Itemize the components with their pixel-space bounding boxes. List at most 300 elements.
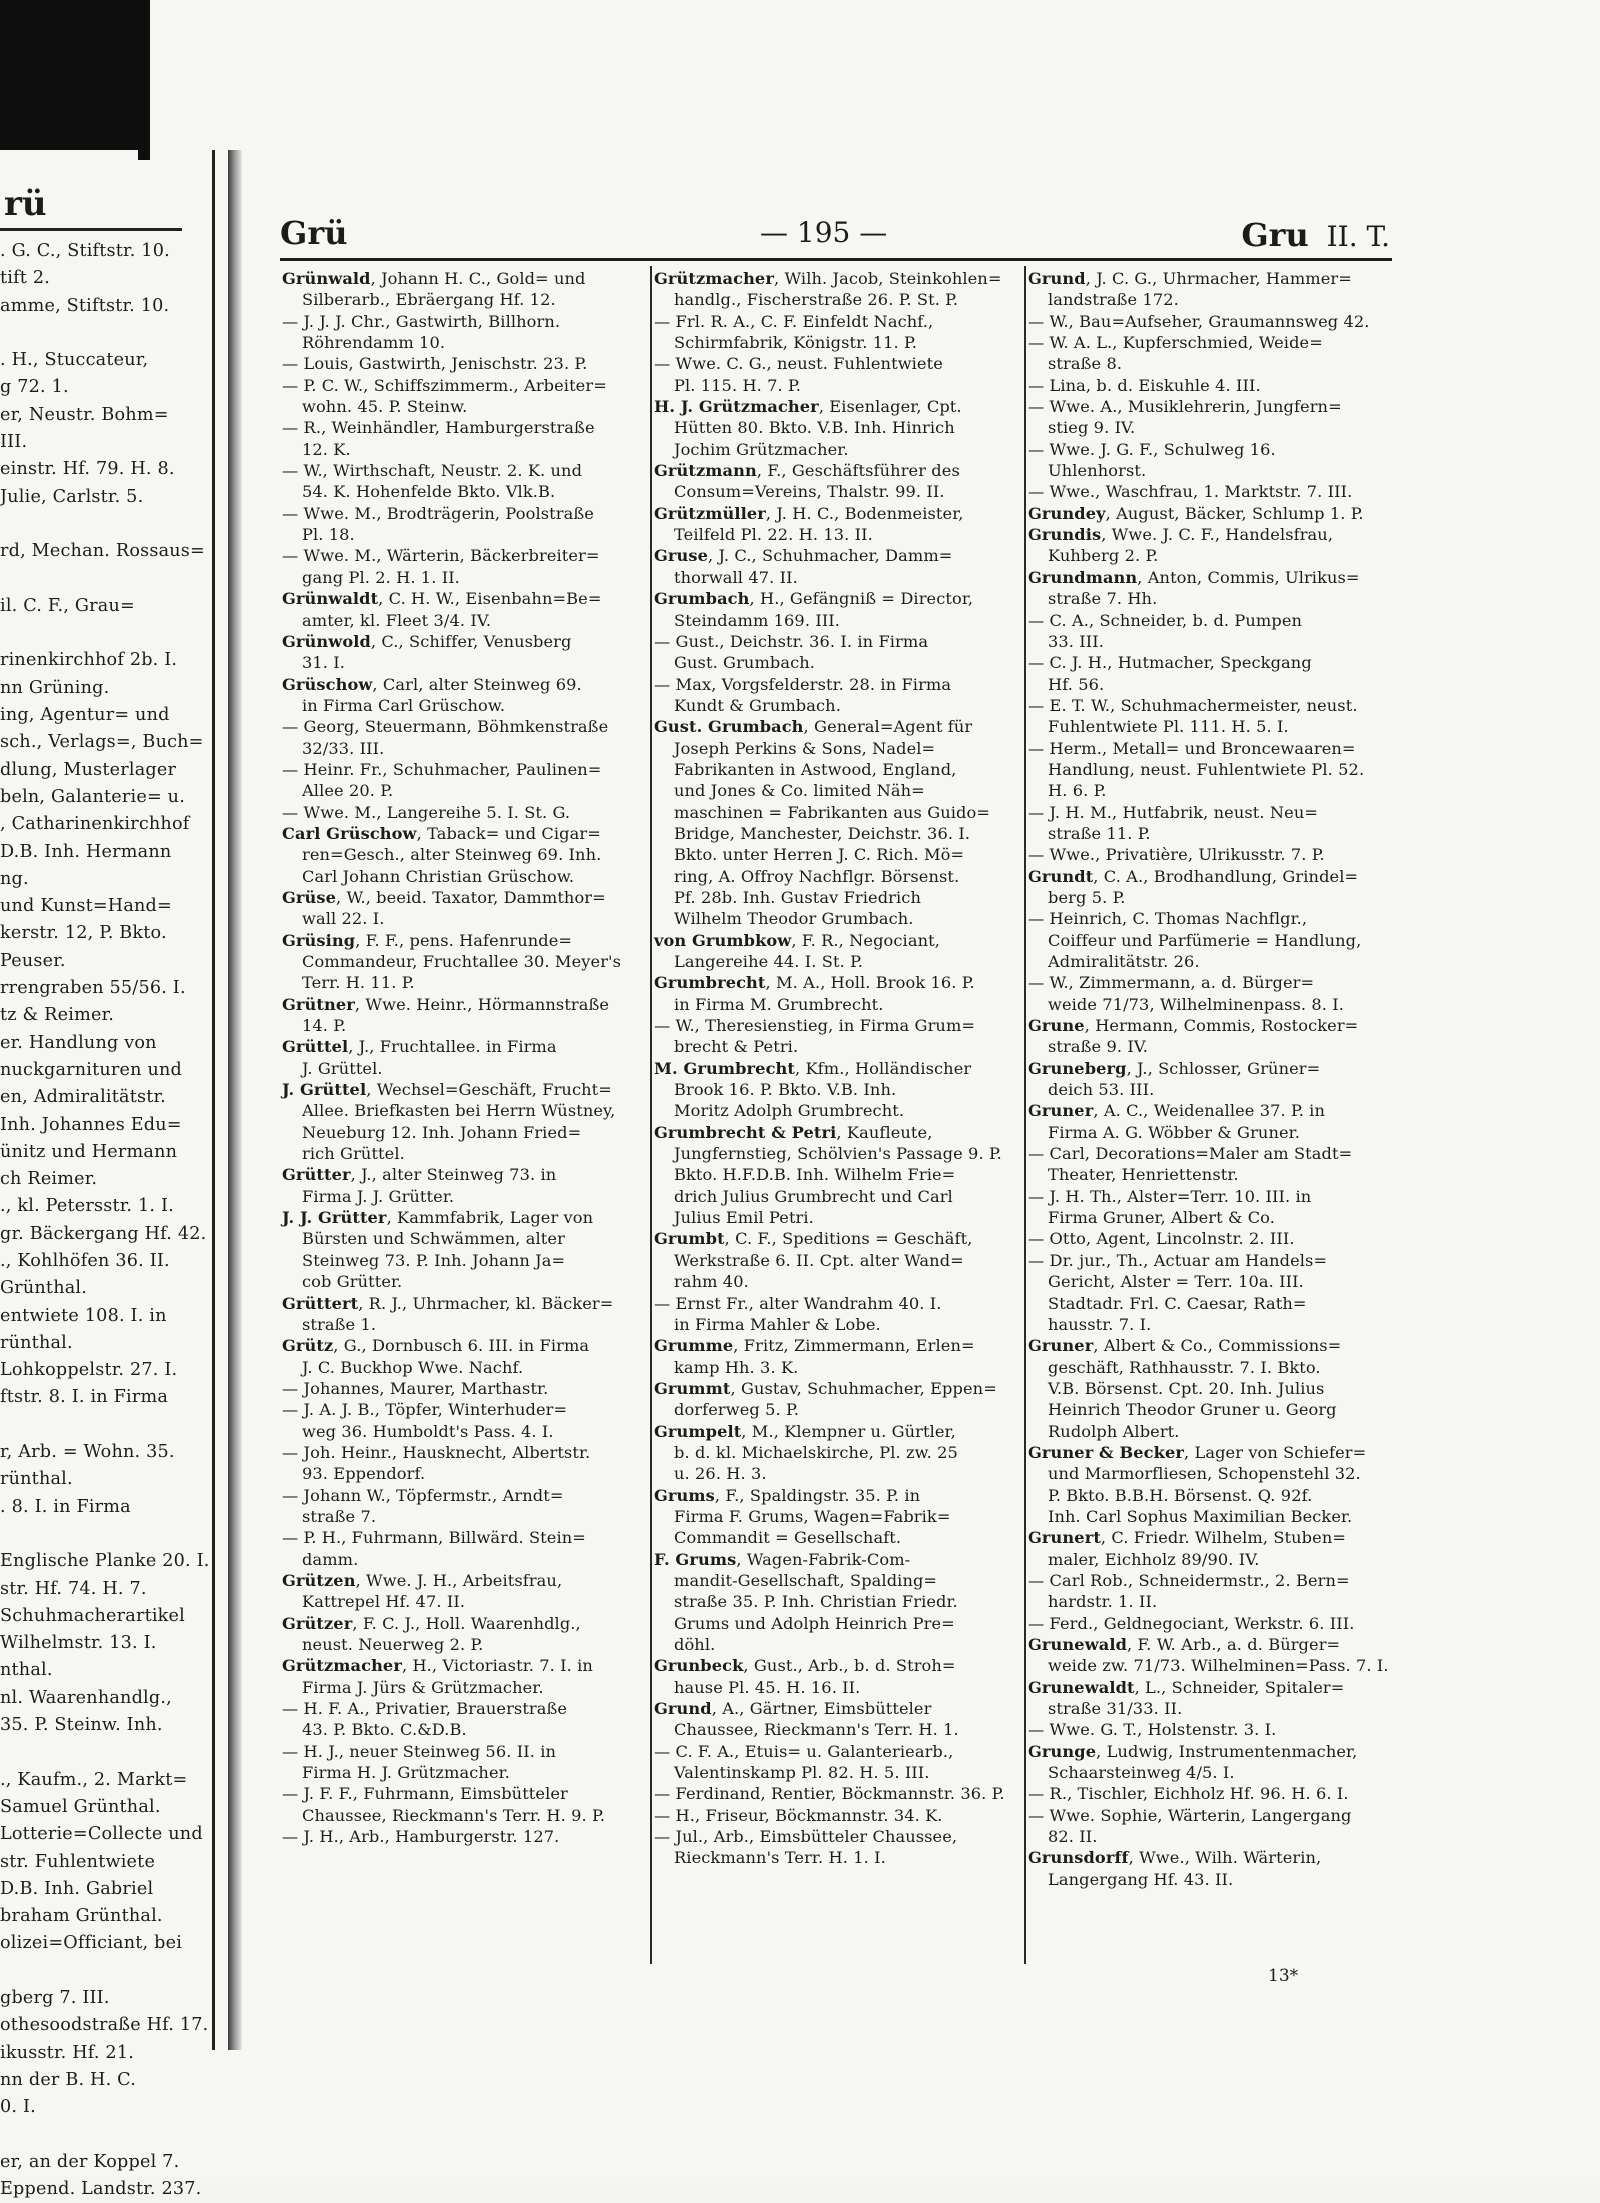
- left-page-line: Eppend. Landstr. 237.: [0, 2179, 202, 2200]
- directory-entry-line: — Carl, Decorations=Maler am Stadt=: [1028, 1144, 1353, 1164]
- directory-entry-line: — Gust., Deichstr. 36. I. in Firma: [654, 631, 929, 651]
- left-page-line: ünitz und Hermann: [0, 1141, 178, 1162]
- directory-entry-line: in Firma Mahler & Lobe.: [674, 1314, 881, 1334]
- header-rule: [280, 258, 1392, 261]
- directory-entry-line: drich Julius Grumbrecht und Carl: [674, 1186, 953, 1206]
- entry-name: M. Grumbrecht: [654, 1058, 795, 1078]
- entry-name: Grüse: [282, 887, 337, 907]
- left-page-line: einstr. Hf. 79. H. 8.: [0, 459, 175, 480]
- directory-entry-line: Carl Grüschow, Taback= und Cigar=: [282, 823, 601, 843]
- directory-entry-line: Schaarsteinweg 4/5. I.: [1048, 1763, 1235, 1783]
- directory-entry-line: Bkto. H.F.D.B. Inh. Wilhelm Frie=: [674, 1165, 956, 1185]
- left-page-line: tz & Reimer.: [0, 1005, 115, 1026]
- entry-name: F. Grums: [654, 1549, 737, 1569]
- directory-entry-line: — Georg, Steuermann, Böhmkenstraße: [282, 717, 609, 737]
- directory-entry-line: Gruner, A. C., Weidenallee 37. P. in: [1028, 1101, 1325, 1121]
- directory-entry-line: handlg., Fischerstraße 26. P. St. P.: [674, 290, 959, 310]
- directory-entry-line: mandit-Gesellschaft, Spalding=: [674, 1570, 938, 1590]
- entry-name: Grunsdorff: [1028, 1848, 1129, 1868]
- directory-entry-line: 93. Eppendorf.: [302, 1464, 426, 1484]
- directory-entry-line: Neueburg 12. Inh. Johann Fried=: [302, 1122, 582, 1142]
- directory-entry-line: 31. I.: [302, 653, 346, 673]
- directory-entry-line: — R., Weinhändler, Hamburgerstraße: [282, 418, 595, 438]
- entry-name: Gust. Grumbach: [654, 717, 804, 737]
- directory-entry-line: landstraße 172.: [1048, 290, 1179, 310]
- left-facing-page: [0, 160, 210, 2200]
- entry-name: Grützen: [282, 1570, 356, 1590]
- left-page-text: [0, 238, 210, 2203]
- directory-entry-line: straße 35. P. Inh. Christian Friedr.: [674, 1592, 958, 1612]
- directory-entry-line: straße 7. Hh.: [1048, 589, 1158, 609]
- directory-entry-line: Joseph Perkins & Sons, Nadel=: [674, 738, 936, 758]
- directory-entry-line: rahm 40.: [674, 1272, 749, 1292]
- directory-entry-line: Grützmüller, J. H. C., Bodenmeister,: [654, 503, 964, 523]
- entry-name: Grumbrecht: [654, 973, 766, 993]
- directory-entry-line: Grunert, C. Friedr. Wilhelm, Stuben=: [1028, 1528, 1347, 1548]
- directory-column-1: [282, 268, 650, 1847]
- directory-entry-line: — J. H. M., Hutfabrik, neust. Neu=: [1028, 802, 1319, 822]
- directory-entry-line: Grüttel, J., Fruchtallee. in Firma: [282, 1037, 557, 1057]
- directory-entry-line: ren=Gesch., alter Steinweg 69. Inh.: [302, 845, 602, 865]
- directory-entry-line: Kundt & Grumbach.: [674, 695, 841, 715]
- left-page-line: Inh. Johannes Edu=: [0, 1114, 182, 1135]
- entry-name: Grumbt: [654, 1229, 725, 1249]
- directory-entry-line: Gericht, Alster = Terr. 10a. III.: [1048, 1272, 1304, 1292]
- directory-entry-line: — Ernst Fr., alter Wandrahm 40. I.: [654, 1293, 942, 1313]
- directory-entry-line: — Heinrich, C. Thomas Nachflgr.,: [1028, 909, 1308, 929]
- entry-name: von Grumbkow: [654, 930, 792, 950]
- page-gutter-line: [212, 150, 215, 2050]
- left-page-line: [0, 320, 206, 347]
- directory-entry-line: b. d. kl. Michaelskirche, Pl. zw. 25: [674, 1442, 958, 1462]
- directory-entry-line: Teilfeld Pl. 22. H. 13. II.: [674, 525, 873, 545]
- directory-entry-line: — Wwe. J. G. F., Schulweg 16.: [1028, 439, 1276, 459]
- entry-name: Grumbach: [654, 589, 750, 609]
- header-right: [1241, 216, 1390, 254]
- directory-entry-line: J. J. Grütter, Kammfabrik, Lager von: [282, 1208, 594, 1228]
- directory-entry-line: Grumbrecht & Petri, Kaufleute,: [654, 1122, 933, 1142]
- left-page-line: tift 2.: [0, 268, 51, 289]
- left-page-line: Grünthal.: [0, 1278, 88, 1299]
- directory-entry-line: — Joh. Heinr., Hausknecht, Albertstr.: [282, 1442, 591, 1462]
- entry-name: Grumbrecht & Petri: [654, 1122, 837, 1142]
- directory-entry-line: — Lina, b. d. Eiskuhle 4. III.: [1028, 375, 1261, 395]
- directory-entry-line: und Marmorfliesen, Schopenstehl 32.: [1048, 1464, 1361, 1484]
- directory-entry-line: Grünwaldt, C. H. W., Eisenbahn=Be=: [282, 589, 602, 609]
- left-page-line: braham Grünthal.: [0, 1906, 163, 1927]
- directory-entry-line: — Johannes, Maurer, Marthastr.: [282, 1378, 549, 1398]
- left-page-line: . H., Stuccateur,: [0, 350, 149, 371]
- directory-entry-line: — Johann W., Töpfermstr., Arndt=: [282, 1485, 564, 1505]
- entry-name: Grumpelt: [654, 1421, 742, 1441]
- directory-entry-line: — Wwe. M., Wärterin, Bäckerbreiter=: [282, 546, 600, 566]
- directory-entry-line: — W., Theresienstieg, in Firma Grum=: [654, 1016, 976, 1036]
- directory-entry-line: Gust. Grumbach.: [674, 653, 816, 673]
- directory-entry-line: Valentinskamp Pl. 82. H. 5. III.: [674, 1763, 930, 1783]
- directory-entry-line: Silberarb., Ebräergang Hf. 12.: [302, 290, 556, 310]
- page-gutter-shadow: [228, 150, 242, 2050]
- directory-entry-line: Carl Johann Christian Grüschow.: [302, 866, 575, 886]
- directory-entry-line: — Wwe. C. G., neust. Fuhlentwiete: [654, 354, 943, 374]
- directory-entry-line: ring, A. Offroy Nachflgr. Börsenst.: [674, 866, 960, 886]
- entry-name: Gruner: [1028, 1336, 1094, 1356]
- directory-entry-line: Brook 16. P. Bkto. V.B. Inh.: [674, 1080, 897, 1100]
- directory-entry-line: — Heinr. Fr., Schuhmacher, Paulinen=: [282, 759, 602, 779]
- directory-entry-line: — W. A. L., Kupferschmied, Weide=: [1028, 333, 1323, 353]
- left-page-line: ., Kaufm., 2. Markt=: [0, 1769, 188, 1790]
- entry-name: Grütz: [282, 1336, 334, 1356]
- entry-name: Grunge: [1028, 1741, 1097, 1761]
- directory-entry-line: — Max, Vorgsfelderstr. 28. in Firma: [654, 674, 952, 694]
- entry-name: Grüschow: [282, 674, 373, 694]
- directory-entry-line: — J. J. J. Chr., Gastwirth, Billhorn.: [282, 311, 561, 331]
- directory-entry-line: Bridge, Manchester, Deichstr. 36. I.: [674, 823, 971, 843]
- directory-column-2: [654, 268, 1022, 1869]
- left-page-heading: rü: [4, 184, 47, 224]
- page-number: — 195 —: [760, 216, 888, 249]
- entry-name: Gruner: [1028, 1101, 1094, 1121]
- left-page-line: [0, 1958, 206, 1985]
- entry-name: Grune: [1028, 1016, 1085, 1036]
- directory-entry-line: berg 5. P.: [1048, 887, 1126, 907]
- entry-name: Grüttel: [282, 1037, 349, 1057]
- directory-entry-line: Grumbach, H., Gefängniß = Director,: [654, 589, 974, 609]
- left-page-line: Schuhmacherartikel: [0, 1605, 185, 1626]
- scan-edge-shadow-strip: [138, 0, 150, 160]
- directory-entry-line: stieg 9. IV.: [1048, 418, 1136, 438]
- entry-name: Grunbeck: [654, 1656, 744, 1676]
- directory-entry-line: weide 71/73, Wilhelminenpass. 8. I.: [1048, 994, 1345, 1014]
- directory-entry-line: Steindamm 169. III.: [674, 610, 841, 630]
- entry-name: Grummt: [654, 1378, 731, 1398]
- directory-entry-line: Gust. Grumbach, General=Agent für: [654, 717, 973, 737]
- left-page-line: er, Neustr. Bohm=: [0, 404, 169, 425]
- directory-entry-line: Grune, Hermann, Commis, Rostocker=: [1028, 1016, 1359, 1036]
- directory-entry-line: hausstr. 7. I.: [1048, 1314, 1152, 1334]
- directory-entry-line: J. Grüttel.: [302, 1058, 383, 1078]
- directory-entry-line: Firma A. G. Wöbber & Gruner.: [1048, 1122, 1300, 1142]
- directory-entry-line: Rieckmann's Terr. H. 1. I.: [674, 1848, 886, 1868]
- directory-entry-line: Grüschow, Carl, alter Steinweg 69.: [282, 674, 582, 694]
- page-header: [280, 214, 1390, 254]
- directory-entry-line: von Grumbkow, F. R., Negociant,: [654, 930, 940, 950]
- left-page-line: 35. P. Steinw. Inh.: [0, 1715, 163, 1736]
- directory-entry-line: Langergang Hf. 43. II.: [1048, 1869, 1234, 1889]
- entry-name: Grützmacher: [654, 269, 774, 288]
- directory-entry-line: maschinen = Fabrikanten aus Guido=: [674, 802, 990, 822]
- left-page-line: [0, 620, 206, 647]
- directory-entry-line: Coiffeur und Parfümerie = Handlung,: [1048, 930, 1362, 950]
- left-page-line: D.B. Inh. Hermann: [0, 841, 172, 862]
- directory-entry-line: Chaussee, Rieckmann's Terr. H. 1.: [674, 1720, 959, 1740]
- directory-entry-line: Fuhlentwiete Pl. 111. H. 5. I.: [1048, 717, 1289, 737]
- directory-entry-line: straße 7.: [302, 1506, 377, 1526]
- left-page-line: olizei=Officiant, bei: [0, 1933, 183, 1954]
- directory-entry-line: Bürsten und Schwämmen, alter: [302, 1229, 565, 1249]
- directory-entry-line: Firma Gruner, Albert & Co.: [1048, 1208, 1275, 1228]
- directory-entry-line: Grunewaldt, L., Schneider, Spitaler=: [1028, 1677, 1345, 1697]
- left-page-line: nn der B. H. C.: [0, 2069, 137, 2090]
- directory-entry-line: Uhlenhorst.: [1048, 461, 1147, 481]
- directory-entry-line: Firma F. Grums, Wagen=Fabrik=: [674, 1506, 951, 1526]
- entry-name: J. Grüttel: [282, 1080, 367, 1100]
- directory-entry-line: 12. K.: [302, 439, 351, 459]
- directory-entry-line: Grünwold, C., Schiffer, Venusberg: [282, 631, 572, 651]
- directory-entry-line: Julius Emil Petri.: [674, 1208, 814, 1228]
- directory-entry-line: Grütz, G., Dornbusch 6. III. in Firma: [282, 1336, 590, 1356]
- directory-entry-line: Grumme, Fritz, Zimmermann, Erlen=: [654, 1336, 975, 1356]
- entry-name: Grundmann: [1028, 567, 1138, 587]
- left-page-line: beln, Galanterie= u.: [0, 786, 185, 807]
- directory-entry-line: Heinrich Theodor Gruner u. Georg: [1048, 1400, 1337, 1420]
- left-page-line: [0, 1739, 206, 1766]
- left-page-line: Englische Planke 20. I.: [0, 1551, 210, 1572]
- entry-name: Gruse: [654, 546, 709, 566]
- left-page-rule: [0, 228, 182, 231]
- left-page-line: [0, 566, 206, 593]
- entry-name: Gruneberg: [1028, 1058, 1127, 1078]
- entry-name: Grützer: [282, 1613, 353, 1633]
- directory-entry-line: geschäft, Rathhausstr. 7. I. Bkto.: [1048, 1357, 1321, 1377]
- left-page-line: rrengraben 55/56. I.: [0, 978, 186, 999]
- directory-entry-line: thorwall 47. II.: [674, 567, 798, 587]
- directory-entry-line: Wilhelm Theodor Grumbach.: [674, 909, 914, 929]
- directory-entry-line: Grützer, F. C. J., Holl. Waarenhdlg.,: [282, 1613, 581, 1633]
- header-left-keyword: Grü: [280, 214, 348, 252]
- directory-entry-line: Commandit = Gesellschaft.: [674, 1528, 902, 1548]
- left-page-line: Julie, Carlstr. 5.: [0, 486, 144, 507]
- directory-entry-line: — Frl. R. A., C. F. Einfeldt Nachf.,: [654, 311, 934, 331]
- directory-entry-line: Terr. H. 11. P.: [302, 973, 415, 993]
- left-page-line: 0. I.: [0, 2097, 36, 2118]
- left-page-line: othesoodstraße Hf. 17.: [0, 2015, 209, 2036]
- column-divider: [650, 266, 652, 1964]
- directory-entry-line: Gruner & Becker, Lager von Schiefer=: [1028, 1442, 1367, 1462]
- directory-entry-line: Firma J. J. Grütter.: [302, 1186, 455, 1206]
- directory-entry-line: Consum=Vereins, Thalstr. 99. II.: [674, 482, 945, 502]
- directory-entry-line: döhl.: [674, 1635, 716, 1654]
- left-page-line: ing, Agentur= und: [0, 705, 170, 726]
- left-page-line: er, an der Koppel 7.: [0, 2151, 180, 2172]
- directory-entry-line: — Louis, Gastwirth, Jenischstr. 23. P.: [282, 354, 588, 374]
- directory-entry-line: — E. T. W., Schuhmachermeister, neust.: [1028, 695, 1358, 715]
- directory-entry-line: Pl. 115. H. 7. P.: [674, 375, 802, 395]
- directory-entry-line: in Firma Carl Grüschow.: [302, 695, 506, 715]
- directory-entry-line: Theater, Henriettenstr.: [1048, 1165, 1239, 1185]
- directory-entry-line: H. J. Grützmacher, Eisenlager, Cpt.: [654, 397, 962, 417]
- directory-entry-line: Grütter, J., alter Steinweg 73. in: [282, 1165, 557, 1185]
- signature-mark: 13*: [1268, 1966, 1299, 1986]
- directory-entry-line: J. C. Buckhop Wwe. Nachf.: [302, 1357, 524, 1377]
- directory-entry-line: Grund, J. C. G., Uhrmacher, Hammer=: [1028, 269, 1352, 288]
- directory-entry-line: Grützmann, F., Geschäftsführer des: [654, 461, 960, 481]
- directory-entry-line: rich Grüttel.: [302, 1144, 405, 1164]
- directory-entry-line: Werkstraße 6. II. Cpt. alter Wand=: [674, 1250, 964, 1270]
- directory-entry-line: — J. A. J. B., Töpfer, Winterhuder=: [282, 1400, 568, 1420]
- directory-entry-line: Pf. 28b. Inh. Gustav Friedrich: [674, 887, 921, 907]
- directory-entry-line: P. Bkto. B.B.H. Börsenst. Q. 92f.: [1048, 1485, 1313, 1505]
- directory-entry-line: Handlung, neust. Fuhlentwiete Pl. 52.: [1048, 759, 1365, 779]
- directory-entry-line: Moritz Adolph Grumbrecht.: [674, 1101, 905, 1121]
- directory-entry-line: amter, kl. Fleet 3/4. IV.: [302, 610, 492, 630]
- left-page-line: Wilhelmstr. 13. I.: [0, 1633, 157, 1654]
- left-page-line: nn Grüning.: [0, 677, 110, 698]
- entry-name: Grüttert: [282, 1293, 359, 1313]
- directory-entry-line: F. Grums, Wagen-Fabrik-Com-: [654, 1549, 911, 1569]
- left-page-line: ng.: [0, 868, 29, 889]
- directory-entry-line: — Jul., Arb., Eimsbütteler Chaussee,: [654, 1827, 958, 1847]
- directory-entry-line: gang Pl. 2. H. 1. II.: [302, 567, 460, 587]
- left-page-line: , Catharinenkirchhof: [0, 814, 190, 835]
- scan-edge-shadow: [0, 0, 148, 150]
- directory-entry-line: Jochim Grützmacher.: [674, 439, 849, 459]
- directory-entry-line: Allee. Briefkasten bei Herrn Wüstney,: [302, 1101, 616, 1121]
- directory-entry-line: Grummt, Gustav, Schuhmacher, Eppen=: [654, 1378, 997, 1398]
- directory-entry-line: — W., Bau=Aufseher, Graumannsweg 42.: [1028, 311, 1370, 331]
- directory-entry-line: — Wwe., Privatière, Ulrikusstr. 7. P.: [1028, 845, 1325, 865]
- directory-entry-line: Grumpelt, M., Klempner u. Gürtler,: [654, 1421, 956, 1441]
- left-page-line: en, Admiralitätstr.: [0, 1087, 166, 1108]
- directory-entry-line: weide zw. 71/73. Wilhelminen=Pass. 7. I.: [1048, 1656, 1389, 1676]
- directory-entry-line: — R., Tischler, Eichholz Hf. 96. H. 6. I.: [1028, 1784, 1349, 1804]
- left-page-line: Lohkoppelstr. 27. I.: [0, 1360, 178, 1381]
- directory-entry-line: — Wwe. Sophie, Wärterin, Langergang: [1028, 1805, 1352, 1825]
- entry-name: Grüsing: [282, 930, 356, 950]
- left-page-line: entwiete 108. I. in: [0, 1305, 167, 1326]
- directory-entry-line: deich 53. III.: [1048, 1080, 1155, 1100]
- directory-entry-line: — Wwe. A., Musiklehrerin, Jungfern=: [1028, 397, 1342, 417]
- directory-entry-line: — Wwe., Waschfrau, 1. Marktstr. 7. III.: [1028, 482, 1353, 502]
- directory-entry-line: Grützmacher, Wilh. Jacob, Steinkohlen=: [654, 269, 1002, 288]
- directory-entry-line: Commandeur, Fruchtallee 30. Meyer's: [302, 952, 621, 971]
- directory-entry-line: — Wwe. M., Brodträgerin, Poolstraße: [282, 503, 594, 523]
- directory-entry-line: H. 6. P.: [1048, 781, 1107, 801]
- left-page-line: r, Arb. = Wohn. 35.: [0, 1442, 175, 1463]
- left-page-line: nthal.: [0, 1660, 53, 1681]
- directory-entry-line: straße 8.: [1048, 354, 1123, 374]
- left-page-line: Lotterie=Collecte und: [0, 1824, 203, 1845]
- left-page-line: D.B. Inh. Gabriel: [0, 1878, 154, 1899]
- directory-entry-line: Gruner, Albert & Co., Commissions=: [1028, 1336, 1342, 1356]
- directory-entry-line: — C. J. H., Hutmacher, Speckgang: [1028, 653, 1312, 673]
- directory-entry-line: Grunge, Ludwig, Instrumentenmacher,: [1028, 1741, 1358, 1761]
- directory-entry-line: — C. F. A., Etuis= u. Galanteriearb.,: [654, 1741, 954, 1761]
- directory-entry-line: Grüsing, F. F., pens. Hafenrunde=: [282, 930, 573, 950]
- directory-entry-line: J. Grüttel, Wechsel=Geschäft, Frucht=: [282, 1080, 612, 1100]
- directory-entry-line: 43. P. Bkto. C.&D.B.: [302, 1720, 467, 1740]
- directory-entry-line: — C. A., Schneider, b. d. Pumpen: [1028, 610, 1303, 630]
- directory-entry-line: wall 22. I.: [302, 909, 385, 929]
- left-page-line: g 72. 1.: [0, 377, 69, 398]
- left-page-line: ch Reimer.: [0, 1169, 98, 1190]
- left-page-line: str. Fuhlentwiete: [0, 1851, 156, 1872]
- directory-entry-line: — Carl Rob., Schneidermstr., 2. Bern=: [1028, 1570, 1350, 1590]
- left-page-line: rd, Mechan. Rossaus=: [0, 541, 205, 562]
- directory-entry-line: — Herm., Metall= und Broncewaaren=: [1028, 738, 1356, 758]
- entry-name: Grunewald: [1028, 1635, 1127, 1654]
- entry-name: Grund: [654, 1699, 712, 1719]
- left-page-line: ., kl. Petersstr. 1. I.: [0, 1196, 174, 1217]
- directory-entry-line: Fabrikanten in Astwood, England,: [674, 759, 957, 779]
- left-page-line: [0, 1521, 206, 1548]
- directory-entry-line: Grums, F., Spaldingstr. 35. P. in: [654, 1485, 921, 1505]
- directory-entry-line: Kuhberg 2. P.: [1048, 546, 1159, 566]
- directory-entry-line: Pl. 18.: [302, 525, 355, 545]
- directory-entry-line: 82. II.: [1048, 1827, 1098, 1847]
- left-page-line: rünthal.: [0, 1332, 73, 1353]
- entry-name: Grünwaldt: [282, 589, 379, 609]
- directory-entry-line: 14. P.: [302, 1016, 347, 1036]
- directory-entry-line: Grums und Adolph Heinrich Pre=: [674, 1613, 955, 1633]
- left-page-line: dlung, Musterlager: [0, 759, 177, 780]
- directory-entry-line: Steinweg 73. P. Inh. Johann Ja=: [302, 1250, 566, 1270]
- entry-name: Grund: [1028, 269, 1086, 288]
- directory-entry-line: 54. K. Hohenfelde Bkto. Vlk.B.: [302, 482, 556, 502]
- entry-name: Grünwald: [282, 269, 371, 288]
- left-page-line: Samuel Grünthal.: [0, 1796, 161, 1817]
- left-page-line: . 8. I. in Firma: [0, 1496, 131, 1517]
- directory-entry-line: hardstr. 1. II.: [1048, 1592, 1158, 1612]
- directory-entry-line: — J. F. F., Fuhrmann, Eimsbütteler: [282, 1784, 568, 1804]
- left-page-line: sch., Verlags=, Buch=: [0, 732, 204, 753]
- left-page-line: [0, 511, 206, 538]
- left-page-line: ikusstr. Hf. 21.: [0, 2042, 135, 2063]
- directory-entry-line: Grumbt, C. F., Speditions = Geschäft,: [654, 1229, 973, 1249]
- entry-name: Gruner & Becker: [1028, 1442, 1184, 1462]
- directory-entry-line: — W., Zimmermann, a. d. Bürger=: [1028, 973, 1315, 993]
- directory-entry-line: — J. H., Arb., Hamburgerstr. 127.: [282, 1827, 560, 1847]
- entry-name: H. J. Grützmacher: [654, 397, 819, 417]
- directory-entry-line: Grüse, W., beeid. Taxator, Dammthor=: [282, 887, 606, 907]
- directory-entry-line: Hf. 56.: [1048, 674, 1105, 694]
- header-section: II. T.: [1326, 220, 1390, 253]
- directory-entry-line: straße 31/33. II.: [1048, 1699, 1183, 1719]
- directory-entry-line: kamp Hh. 3. K.: [674, 1357, 799, 1377]
- entry-name: Grünwold: [282, 631, 371, 651]
- directory-entry-line: Grütner, Wwe. Heinr., Hörmannstraße: [282, 994, 610, 1014]
- directory-entry-line: Gruse, J. C., Schuhmacher, Damm=: [654, 546, 953, 566]
- header-right-keyword: Gru: [1241, 216, 1309, 254]
- left-page-line: gberg 7. III.: [0, 1988, 110, 2008]
- entry-name: Grums: [654, 1485, 715, 1505]
- left-page-line: rinenkirchhof 2b. I.: [0, 650, 178, 671]
- directory-entry-line: weg 36. Humboldt's Pass. 4. I.: [302, 1421, 554, 1441]
- entry-name: Grundey: [1028, 503, 1106, 523]
- directory-entry-line: u. 26. H. 3.: [674, 1464, 767, 1484]
- directory-entry-line: 33. III.: [1048, 631, 1105, 651]
- directory-entry-line: — H. F. A., Privatier, Brauerstraße: [282, 1699, 568, 1719]
- left-page-line: kerstr. 12, P. Bkto.: [0, 923, 167, 944]
- directory-entry-line: straße 9. IV.: [1048, 1037, 1149, 1057]
- left-page-line: und Kunst=Hand=: [0, 896, 172, 917]
- entry-name: Grundis: [1028, 525, 1102, 545]
- directory-entry-line: Firma H. J. Grützmacher.: [302, 1763, 510, 1783]
- directory-entry-line: — H. J., neuer Steinweg 56. II. in: [282, 1741, 556, 1761]
- directory-entry-line: Grützmacher, H., Victoriastr. 7. I. in: [282, 1656, 593, 1676]
- entry-name: Grütner: [282, 994, 355, 1014]
- directory-entry-line: — Wwe. M., Langereihe 5. I. St. G.: [282, 802, 571, 822]
- directory-entry-line: Grunbeck, Gust., Arb., b. d. Stroh=: [654, 1656, 956, 1676]
- directory-entry-line: Kattrepel Hf. 47. II.: [302, 1592, 466, 1612]
- directory-entry-line: M. Grumbrecht, Kfm., Holländischer: [654, 1058, 972, 1078]
- directory-entry-line: Inh. Carl Sophus Maximilian Becker.: [1048, 1506, 1353, 1526]
- directory-entry-line: Grüttert, R. J., Uhrmacher, kl. Bäcker=: [282, 1293, 614, 1313]
- entry-name: Grundt: [1028, 866, 1094, 886]
- directory-entry-line: maler, Eichholz 89/90. IV.: [1048, 1549, 1260, 1569]
- directory-entry-line: Stadtadr. Frl. C. Caesar, Rath=: [1048, 1293, 1307, 1313]
- entry-name: Carl Grüschow: [282, 823, 417, 843]
- directory-entry-line: cob Grütter.: [302, 1272, 403, 1292]
